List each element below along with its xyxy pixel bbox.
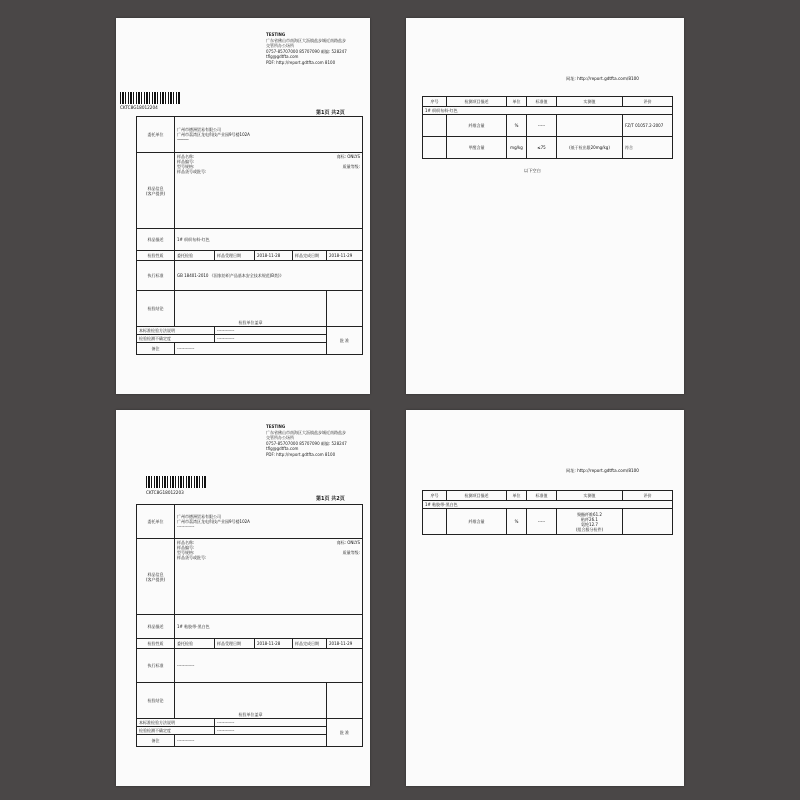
table-row	[423, 509, 673, 535]
sample-desc-value: 1# 粘胶带-黑白色	[175, 615, 363, 639]
client-label: 委托单位	[137, 117, 175, 153]
table-row	[423, 137, 673, 159]
report-page-4	[406, 410, 684, 786]
row-value: (低于检出限20mg/kg)	[557, 137, 623, 159]
sample-info-label: 样品信息	[147, 571, 164, 577]
note-dash: ------------	[215, 327, 327, 335]
lab-phone: 0757-85707000 85707090 邮编: 528247	[266, 440, 347, 446]
note-dash: ------------	[215, 719, 327, 727]
col-item: 检测项目描述	[447, 97, 507, 107]
end-of-results: 以下空白	[524, 168, 541, 173]
report-page-2	[406, 18, 684, 394]
standard-dash: ------------	[175, 649, 363, 683]
note-label: 本标准检验方法说明	[137, 327, 215, 335]
row-item: 甲醛含量	[447, 137, 507, 159]
lab-phone: 0757-85707000 85707090 邮编: 528247	[266, 48, 347, 54]
remark-label: 备注	[137, 343, 175, 355]
stamp-label: 检验单位盖章	[175, 683, 327, 719]
page-number: 第1页 共2页	[316, 496, 345, 502]
stamp-label: 检验单位盖章	[175, 291, 327, 327]
col-unit: 单位	[507, 97, 527, 107]
report-number: CKTC8G18012203	[146, 490, 184, 495]
lab-address: 广东省佛山市南海区大沥镇盐步城近南路盐步	[266, 429, 346, 435]
col-value: 实测值	[557, 97, 623, 107]
col-no: 序号	[423, 97, 447, 107]
remark-dash: ------------	[175, 343, 327, 355]
query-url: 网址: http://report.gdtfta.com/8100	[566, 468, 639, 473]
remark-label: 备注	[137, 735, 175, 747]
brand-label: 商标: ONLYS	[336, 154, 361, 159]
sample-name-label: 样品名称:	[177, 154, 195, 159]
receive-date-label: 样品受理日期	[215, 639, 255, 649]
sample-info-sub: (客户提供)	[145, 576, 166, 582]
group-label: 1# 粘胶带-黑白色	[423, 501, 673, 509]
row-unit: %	[507, 115, 527, 137]
lab-address-2: 交管所办公场所	[266, 435, 294, 440]
standard-value: GB 18401-2010 《国家纺织产品基本安全技术规范(B类)》	[175, 261, 363, 291]
lab-address-2: 交管所办公场所	[266, 43, 294, 48]
sample-name-label: 样品名称:	[177, 540, 195, 545]
client-dash: ------------	[177, 137, 189, 142]
col-unit: 单位	[507, 491, 527, 501]
col-item: 检测项目描述	[447, 491, 507, 501]
finish-date: 2018-11-29	[327, 639, 363, 649]
row-std: -----	[527, 115, 557, 137]
lab-web: PDF: http://report.gdtfta.com 8100	[266, 451, 336, 457]
report-page-3	[116, 410, 370, 786]
receive-date: 2018-11-28	[255, 251, 293, 261]
lab-email: tflg@gdtfta.com	[266, 54, 299, 59]
barcode-icon	[146, 476, 206, 488]
sample-info-sub: (客户提供)	[145, 190, 166, 196]
uncertain-label: 检验检测不确定度	[137, 727, 215, 735]
row-eval: 符合	[623, 137, 673, 159]
test-nature-label: 检验性质	[137, 639, 175, 649]
col-eval: 评价	[623, 97, 673, 107]
standard-label: 执行标准	[137, 649, 175, 683]
client-address: 广州市荔湾区龙电科技产业园9号楼102A	[177, 132, 250, 137]
approve-label: 批 准	[327, 327, 363, 355]
commission-test: 委托检验	[175, 639, 215, 649]
sample-no-label: 样品编号:	[177, 159, 195, 164]
row-value-2: 粘纤26.1	[581, 516, 598, 522]
model-label: 型号规格:	[177, 164, 195, 169]
report-number: CKTC8G18012204	[120, 105, 158, 110]
row-unit: mg/kg	[507, 137, 527, 159]
product-no-label: 样品货号或批号:	[177, 555, 207, 560]
col-value: 实测值	[557, 491, 623, 501]
row-value-3: 氨纶12.7	[581, 521, 598, 527]
test-nature-label: 检验性质	[137, 251, 175, 261]
client-dash: ------------	[177, 524, 195, 529]
uncertain-dash: ------------	[215, 727, 327, 735]
finish-date-label: 样品完成日期	[293, 639, 327, 649]
approve-label: 批 准	[327, 719, 363, 747]
brand-label: 商标: ONLYS	[336, 540, 361, 545]
client-name: 广州市德洲贸易有限公司	[177, 514, 221, 519]
conclusion-label: 检验结论	[137, 683, 175, 719]
row-item: 纤维含量	[447, 509, 507, 535]
quality-label: 质量等级:	[342, 550, 361, 555]
row-item: 纤维含量	[447, 115, 507, 137]
results-table-2	[422, 490, 673, 535]
group-label: 1# 织织布料-红色	[423, 107, 673, 115]
quality-label: 质量等级:	[342, 164, 361, 169]
row-std: -----	[527, 509, 557, 535]
finish-date-label: 样品完成日期	[293, 251, 327, 261]
model-label: 型号规格:	[177, 550, 195, 555]
uncertain-dash: ------------	[215, 335, 327, 343]
commission-test: 委托检验	[175, 251, 215, 261]
client-label: 委托单位	[137, 505, 175, 539]
receive-date: 2018-11-28	[255, 639, 293, 649]
col-eval: 评价	[623, 491, 673, 501]
results-table-1	[422, 96, 673, 159]
lab-header	[266, 32, 347, 65]
row-method: FZ/T 01057.2-2007	[623, 115, 673, 137]
sample-desc-value: 1# 织织布料-红色	[175, 229, 363, 251]
row-value-1: 聚酯纤维61.2	[577, 511, 602, 517]
lab-header-en: TESTING	[266, 424, 286, 429]
page-number: 第1页 共2页	[316, 110, 345, 116]
sample-no-label: 样品编号:	[177, 545, 195, 550]
standard-label: 执行标准	[137, 261, 175, 291]
sample-desc-label: 样品描述	[137, 615, 175, 639]
lab-header-p3	[266, 424, 347, 457]
query-url: 网址: http://report.gdtfta.com/8100	[566, 76, 639, 81]
sample-desc-label: 样品描述	[137, 229, 175, 251]
product-no-label: 样品货号或批号:	[177, 169, 207, 174]
barcode-icon	[120, 92, 180, 104]
row-unit: %	[507, 509, 527, 535]
finish-date: 2018-11-29	[327, 251, 363, 261]
sample-info-label: 样品信息	[147, 185, 164, 191]
report-page-1	[116, 18, 370, 394]
remark-dash: ------------	[175, 735, 327, 747]
col-std: 标准值	[527, 97, 557, 107]
lab-web: PDF: http://report.gdtfta.com 8100	[266, 59, 336, 65]
row-std: ≤75	[527, 137, 557, 159]
report-form-2	[136, 504, 363, 747]
lab-address: 广东省佛山市南海区大沥镇盐步城近南路盐步	[266, 37, 346, 43]
conclusion-label: 检验结论	[137, 291, 175, 327]
table-row	[423, 115, 673, 137]
client-name: 广州市德洲贸易有限公司	[177, 127, 221, 132]
lab-email: tflg@gdtfta.com	[266, 446, 299, 451]
col-no: 序号	[423, 491, 447, 501]
client-address: 广州市荔湾区龙电科技产业园9号楼102A	[177, 519, 250, 524]
uncertain-label: 检验检测不确定度	[137, 335, 215, 343]
receive-date-label: 样品受理日期	[215, 251, 255, 261]
lab-header-en: TESTING	[266, 32, 286, 37]
report-form	[136, 116, 363, 355]
row-value-4: (组合服分检件)	[575, 526, 604, 532]
col-std: 标准值	[527, 491, 557, 501]
note-label: 本标准检验方法说明	[137, 719, 215, 727]
